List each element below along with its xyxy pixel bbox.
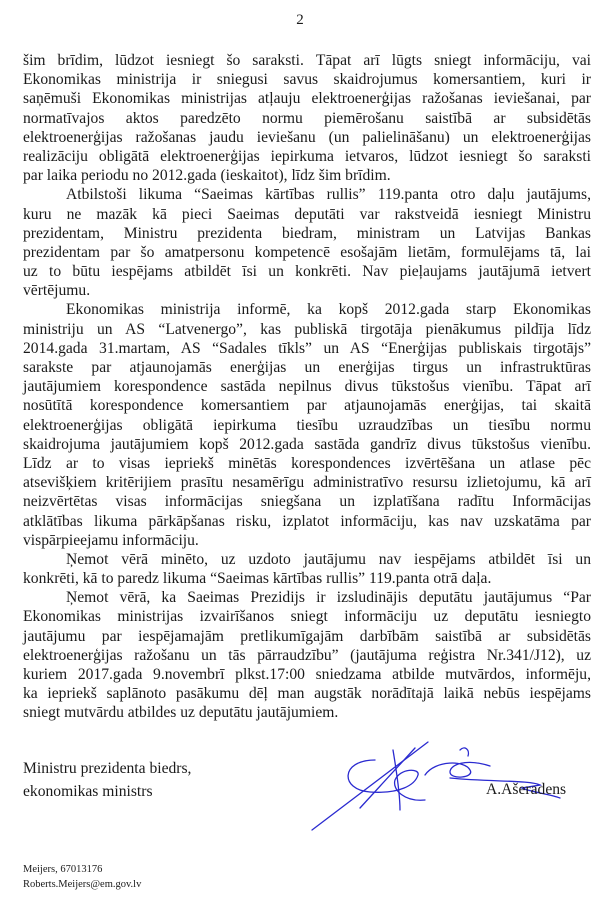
signatory-title-line1: Ministru prezidenta biedrs,: [23, 760, 192, 777]
text-line: ministriju un AS “Latvenergo”, kas publiskā tirgotāja pienākumus pildīja līdz: [23, 320, 591, 338]
text-line: elektroenerģijas ražošanu un tās pārraudzību” (jautājuma reģistra Nr.341/J12), uz: [23, 646, 591, 664]
contact-email: Roberts.Meijers@em.gov.lv: [23, 879, 142, 890]
text-line: sniegt mutvārdu atbildes uz deputātu jautājumiem.: [23, 704, 339, 722]
paragraph: [23, 51, 591, 185]
text-line: normatīvajos aktos paredzēto normu piemērošanu saistībā ar subsidētās: [23, 109, 591, 127]
text-line: jautājumu par iespējamajām pretlikumīgajām darbībām saistībā ar subsidētās: [23, 627, 591, 645]
text-line: saņēmuši Ekonomikas ministrijas atļauju elektroenerģijas ražošanas ieviešanai, par: [23, 90, 591, 108]
paragraph: [23, 300, 591, 549]
text-line: kuru ne mazāk kā pieci Saeimas deputāti var rakstveidā iesniegt Ministru: [23, 205, 591, 223]
footer-contact: [23, 862, 141, 892]
paragraph: [23, 550, 591, 588]
text-line: vērtējumu.: [23, 282, 91, 300]
text-line: sarakste par atjaunojamās enerģijas un enerģijas tirgus un infrastruktūras: [23, 359, 591, 376]
text-line: atsevišķiem kritērijiem prasītu nesamērīgu administratīvo resursu izlietojumu, kā arī: [23, 474, 591, 492]
text-line: nosūtītā korespondence komersantiem par atjaunojamās enerģijas, tai skaitā: [23, 397, 591, 415]
page-number: 2: [296, 12, 304, 28]
text-line: realizāciju obligātā elektroenerģijas iepirkuma ietvaros, lūdzot iesniegt šo sarakstі: [23, 147, 591, 165]
text-line: Atbilstoši likuma “Saeimas kārtības rullis” 119.panta otro daļu jautājums,: [66, 186, 591, 204]
text-line: Līdz ar to visas iepriekš minētās korespondences izvērtēšana un atlase pēc: [23, 454, 591, 472]
text-line: uz to būtu iespējams atbildēt īsi un konkrēti. Nav pieļaujams jautājumā ietvert: [23, 263, 591, 281]
text-line: Ekonomikas ministrija ir sniegusi savus skaidrojumus komersantiem, kuri ir: [23, 71, 591, 89]
text-line: 2014.gada 31.martam, AS “Sadales tīkls” un AS “Enerģijas publiskais tirgotājs”: [23, 339, 591, 357]
text-line: neizvērtētas visas informācijas sniegšana un izplatīšana radītu Informācijas: [23, 493, 591, 511]
text-line: skaidrojuma jautājumiem kopš 2012.gada sastāda gandrīz divus tūkstošus vienību.: [23, 435, 591, 453]
text-line: Ņemot vērā, ka Saeimas Prezidijs ir izsludinājis deputātu jautājumus “Par: [66, 589, 591, 607]
text-line: kuriem 2017.gada 9.novembrī plkst.17:00 sniedzama atbilde mutvārdos, informēju,: [23, 666, 591, 683]
signatory-title: [23, 757, 191, 803]
letter-body: [23, 51, 591, 723]
text-line: par laika periodu no 2012.gada (ieskaitot), līdz šim brīdim.: [23, 167, 391, 185]
signatory-title-line2: ekonomikas ministrs: [23, 783, 153, 800]
text-line: elektroenerģijas obligātā iepirkuma tiesību uzraudzības un tiesību normu: [23, 416, 591, 434]
contact-name-phone: Meijers, 67013176: [23, 864, 103, 875]
text-line: prezidentam par šo amatpersonu kompetencē esošajām lietām, formulējams tā, lai: [23, 243, 591, 261]
text-line: Ekonomikas ministrija informē, ka kopš 2012.gada starp Ekonomikas: [66, 301, 591, 319]
text-line: atklātības likuma pārkāpšanas risku, izplatot informāciju, kas nav uzskatāma par: [23, 512, 591, 530]
text-line: konkrēti, kā to paredz likuma “Saeimas kārtības rullis” 119.panta otrā daļa.: [23, 570, 492, 588]
text-line: šim brīdim, lūdzot iesniegt šo sarakstі. Tāpat arī lūgts sniegt informāciju, vai: [23, 52, 591, 69]
text-line: prezidentam, Ministru prezidenta biedram, ministram un Latvijas Bankas: [23, 224, 591, 242]
paragraph: [23, 185, 591, 300]
paragraph: [23, 588, 591, 722]
text-line: Ņemot vērā minēto, uz uzdoto jautājumu nav iespējams atbildēt īsi un: [66, 550, 591, 568]
text-line: elektroenerģijas ražošanas jaudu ieviešanu (un palielināšanu) un elektroenerģijas: [23, 128, 591, 146]
text-line: Ekonomikas ministrijas izvairīšanos sniegt informāciju uz deputātu iesniegto: [23, 608, 591, 626]
text-line: ka iepriekš saplānoto pasākumu dēļ man augstāk norādītajā laikā nebūs iespējams: [23, 685, 591, 703]
signatory-name: A.Ašeradens: [486, 781, 567, 798]
text-line: vispārpieejamu informāciju.: [23, 531, 199, 549]
text-line: jautājumiem korespondence sastāda nepilnus divus tūkstošus vienību. Tāpat arī: [23, 378, 591, 396]
